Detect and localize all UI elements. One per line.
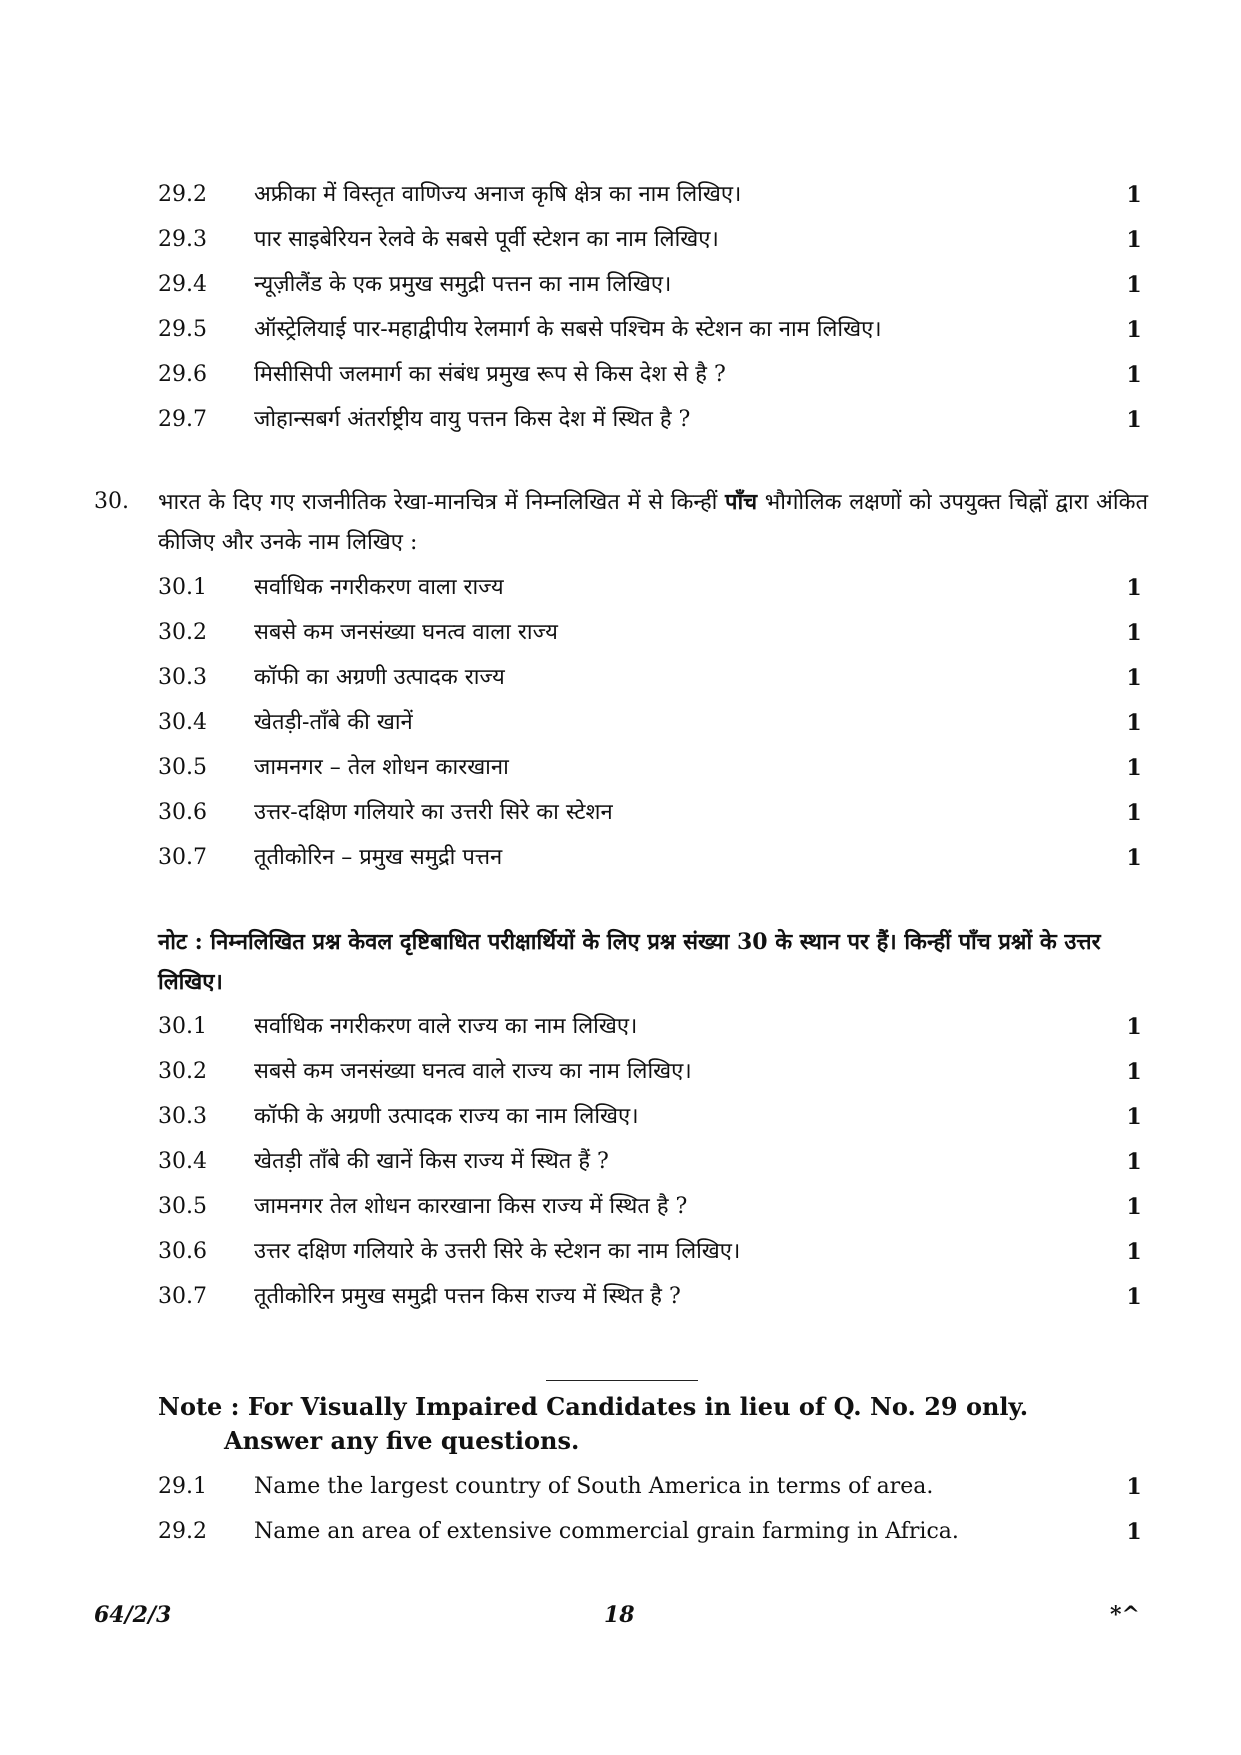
question-text: कॉफी का अग्रणी उत्पादक राज्य bbox=[254, 665, 505, 690]
question-text: सर्वाधिक नगरीकरण वाला राज्य bbox=[254, 575, 504, 600]
question-item bbox=[0, 613, 1241, 653]
question-marks: 1 bbox=[1126, 407, 1142, 433]
question-number: 30.4 bbox=[158, 1149, 207, 1174]
question-text: खेतड़ी-ताँबे की खानें bbox=[254, 710, 413, 735]
question-text: उत्तर-दक्षिण गलियारे का उत्तरी सिरे का स्टेशन bbox=[254, 800, 613, 825]
question-item bbox=[0, 568, 1241, 608]
question-item bbox=[0, 1512, 1241, 1552]
question-text: कॉफी के अग्रणी उत्पादक राज्य का नाम लिखिए। bbox=[254, 1104, 639, 1129]
q30-prompt bbox=[158, 482, 1148, 563]
question-number: 29.7 bbox=[158, 407, 207, 432]
question-number: 30.1 bbox=[158, 575, 207, 600]
note-hindi: नोट : निम्नलिखित प्रश्न केवल दृष्टिबाधित परीक्षार्थियों के लिए प्रश्न संख्या 30 के स्थान पर हैं। किन्हीं पाँच प्रश्नों के उत्तर लिखिए। bbox=[158, 929, 1101, 995]
question-item bbox=[0, 220, 1241, 260]
question-text: सबसे कम जनसंख्या घनत्व वाला राज्य bbox=[254, 620, 558, 645]
question-item bbox=[0, 658, 1241, 698]
question-text: Name an area of extensive commercial grain farming in Africa. bbox=[254, 1519, 959, 1544]
note-english-line2: Answer any five questions. bbox=[224, 1426, 580, 1455]
note-english-line1: Note : For Visually Impaired Candidates in lieu of Q. No. 29 only. bbox=[158, 1392, 1029, 1421]
question-number: 30.7 bbox=[158, 1284, 207, 1309]
question-item bbox=[0, 1277, 1241, 1317]
question-number: 30.2 bbox=[158, 1059, 207, 1084]
question-marks: 1 bbox=[1126, 1194, 1142, 1220]
question-item bbox=[0, 400, 1241, 440]
question-marks: 1 bbox=[1126, 1059, 1142, 1085]
question-item bbox=[0, 1187, 1241, 1227]
question-number: 30.6 bbox=[158, 800, 207, 825]
question-number: 30.6 bbox=[158, 1239, 207, 1264]
question-number: 29.3 bbox=[158, 227, 207, 252]
question-item bbox=[0, 1142, 1241, 1182]
question-marks: 1 bbox=[1126, 182, 1142, 208]
question-number: 30.2 bbox=[158, 620, 207, 645]
question-number: 30.5 bbox=[158, 755, 207, 780]
q30-number: 30. bbox=[94, 489, 129, 514]
q30-prompt-bold: पाँच bbox=[724, 489, 758, 515]
question-marks: 1 bbox=[1126, 1239, 1142, 1265]
question-number: 30.3 bbox=[158, 1104, 207, 1129]
note-english bbox=[158, 1390, 1118, 1458]
question-marks: 1 bbox=[1126, 272, 1142, 298]
question-text: Name the largest country of South America in terms of area. bbox=[254, 1474, 934, 1499]
page-mark: *^ bbox=[1110, 1602, 1140, 1628]
question-number: 30.1 bbox=[158, 1014, 207, 1039]
question-marks: 1 bbox=[1126, 227, 1142, 253]
question-item bbox=[0, 1052, 1241, 1092]
question-text: उत्तर दक्षिण गलियारे के उत्तरी सिरे के स्टेशन का नाम लिखिए। bbox=[254, 1239, 741, 1264]
question-text: न्यूज़ीलैंड के एक प्रमुख समुद्री पत्तन का नाम लिखिए। bbox=[254, 272, 672, 297]
question-marks: 1 bbox=[1126, 575, 1142, 601]
question-item bbox=[0, 838, 1241, 878]
question-item bbox=[0, 355, 1241, 395]
question-marks: 1 bbox=[1126, 1149, 1142, 1175]
question-number: 29.2 bbox=[158, 182, 207, 207]
question-marks: 1 bbox=[1126, 317, 1142, 343]
question-item bbox=[0, 703, 1241, 743]
question-marks: 1 bbox=[1126, 620, 1142, 646]
question-marks: 1 bbox=[1126, 755, 1142, 781]
question-marks: 1 bbox=[1126, 800, 1142, 826]
question-number: 30.3 bbox=[158, 665, 207, 690]
question-text: जामनगर – तेल शोधन कारखाना bbox=[254, 755, 509, 780]
question-text: अफ्रीका में विस्तृत वाणिज्य अनाज कृषि क्षेत्र का नाम लिखिए। bbox=[254, 182, 742, 207]
question-marks: 1 bbox=[1126, 1284, 1142, 1310]
question-number: 30.4 bbox=[158, 710, 207, 735]
question-number: 29.2 bbox=[158, 1519, 207, 1544]
question-marks: 1 bbox=[1126, 1519, 1142, 1545]
question-text: सबसे कम जनसंख्या घनत्व वाले राज्य का नाम लिखिए। bbox=[254, 1059, 692, 1084]
question-marks: 1 bbox=[1126, 710, 1142, 736]
question-marks: 1 bbox=[1126, 1014, 1142, 1040]
question-text: तूतीकोरिन – प्रमुख समुद्री पत्तन bbox=[254, 845, 503, 870]
question-text: सर्वाधिक नगरीकरण वाले राज्य का नाम लिखिए। bbox=[254, 1014, 638, 1039]
question-text: पार साइबेरियन रेलवे के सबसे पूर्वी स्टेशन का नाम लिखिए। bbox=[254, 227, 719, 252]
question-marks: 1 bbox=[1126, 1104, 1142, 1130]
question-number: 30.5 bbox=[158, 1194, 207, 1219]
question-marks: 1 bbox=[1126, 1474, 1142, 1500]
question-text: खेतड़ी ताँबे की खानें किस राज्य में स्थित हैं ? bbox=[254, 1149, 609, 1174]
question-number: 29.5 bbox=[158, 317, 207, 342]
question-item bbox=[0, 793, 1241, 833]
question-item bbox=[0, 310, 1241, 350]
page-number: 18 bbox=[604, 1602, 635, 1628]
question-item bbox=[0, 1097, 1241, 1137]
question-number: 29.1 bbox=[158, 1474, 207, 1499]
question-number: 29.4 bbox=[158, 272, 207, 297]
question-item bbox=[0, 175, 1241, 215]
question-item bbox=[0, 265, 1241, 305]
question-text: जामनगर तेल शोधन कारखाना किस राज्य में स्थित है ? bbox=[254, 1194, 688, 1219]
question-text: जोहान्सबर्ग अंतर्राष्ट्रीय वायु पत्तन किस देश में स्थित है ? bbox=[254, 407, 691, 432]
question-text: ऑस्ट्रेलियाई पार-महाद्वीपीय रेलमार्ग के सबसे पश्चिम के स्टेशन का नाम लिखिए। bbox=[254, 317, 882, 342]
q30-prompt-after: भौगोलिक लक्षणों को उपयुक्त चिह्नों द्वारा अंकित कीजिए और उनके नाम लिखिए : bbox=[158, 490, 1148, 555]
question-item bbox=[0, 1007, 1241, 1047]
section-divider bbox=[546, 1380, 698, 1381]
question-text: मिसीसिपी जलमार्ग का संबंध प्रमुख रूप से किस देश से है ? bbox=[254, 362, 726, 387]
question-text: तूतीकोरिन प्रमुख समुद्री पत्तन किस राज्य में स्थित है ? bbox=[254, 1284, 681, 1309]
question-marks: 1 bbox=[1126, 845, 1142, 871]
question-item bbox=[0, 1232, 1241, 1272]
paper-code: 64/2/3 bbox=[94, 1602, 172, 1628]
question-item bbox=[0, 1467, 1241, 1507]
q30-prompt-before: भारत के दिए गए राजनीतिक रेखा-मानचित्र में निम्नलिखित में से किन्हीं bbox=[158, 490, 725, 515]
question-marks: 1 bbox=[1126, 362, 1142, 388]
question-number: 29.6 bbox=[158, 362, 207, 387]
question-number: 30.7 bbox=[158, 845, 207, 870]
question-item bbox=[0, 748, 1241, 788]
question-marks: 1 bbox=[1126, 665, 1142, 691]
